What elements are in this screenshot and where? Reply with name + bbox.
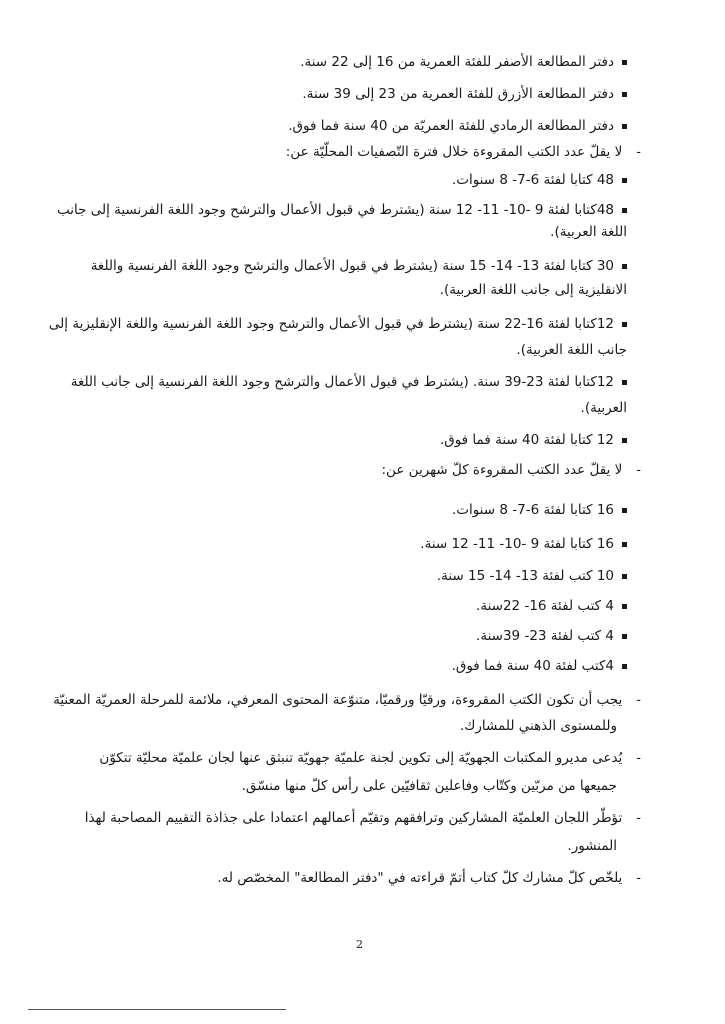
list-item: 4 كتب لفئة 16- 22سنة. <box>476 596 627 616</box>
square-bullet-icon <box>622 508 627 513</box>
list-item: دفتر المطالعة الأصفر للفئة العمرية من 16 إلى 22 سنة. <box>300 52 627 72</box>
paragraph: -يجب أن تكون الكتب المقروءة، ورقيّا ورقميّا، متنوّعة المحتوى المعرفي، ملائمة للمرحلة العمريّة المعنيّة <box>53 690 641 711</box>
list-item: 4كتب لفئة 40 سنة فما فوق. <box>452 656 627 676</box>
square-bullet-icon <box>622 604 627 609</box>
list-item: 12كتابا لفئة 23-39 سنة. (يشترط في قبول الأعمال والترشح وجود اللغة الفرنسية إلى جانب اللغة <box>71 372 627 392</box>
square-bullet-icon <box>622 264 627 269</box>
list-item: 16 كتابا لفئة 9 -10- 11- 12 سنة. <box>420 534 627 554</box>
square-bullet-icon <box>622 60 627 65</box>
list-item-continuation: جانب اللغة العربية). <box>516 342 627 358</box>
list-item: دفتر المطالعة الأزرق للفئة العمرية من 23 إلى 39 سنة. <box>302 84 627 104</box>
list-item: 48 كتابا لفئة 6-7- 8 سنوات. <box>452 170 627 190</box>
dash-bullet-icon: - <box>636 693 641 708</box>
page-number: 2 <box>356 938 363 951</box>
list-item: 4 كتب لفئة 23- 39سنة. <box>476 626 627 646</box>
paragraph: -يُدعى مديرو المكتبات الجهويّة إلى تكوين لجنة علميّة جهويّة تنبثق عنها لجان علميّة محليّة تتكوّن <box>99 748 641 769</box>
square-bullet-icon <box>622 124 627 129</box>
dash-bullet-icon: - <box>636 811 641 826</box>
paragraph-continuation: وللمستوى الذهني للمشارك. <box>459 718 617 734</box>
square-bullet-icon <box>622 664 627 669</box>
paragraph-continuation: جميعها من مربّين وكتّاب وفاعلين ثقافيّين على رأس كلّ منها منسّق. <box>241 778 617 794</box>
square-bullet-icon <box>622 92 627 97</box>
paragraph: -يلخّص كلّ مشارك كلّ كتاب أتمّ قراءته في "دفتر المطالعة" المخصّص له. <box>217 868 641 889</box>
square-bullet-icon <box>622 380 627 385</box>
square-bullet-icon <box>622 322 627 327</box>
square-bullet-icon <box>622 178 627 183</box>
list-item: 48كتابا لفئة 9 -10- 11- 12 سنة (يشترط في قبول الأعمال والترشح وجود اللغة الفرنسية إلى جانب <box>57 200 627 220</box>
dash-bullet-icon: - <box>636 751 641 766</box>
paragraph-continuation: المنشور. <box>567 838 617 854</box>
dash-bullet-icon: - <box>636 871 641 886</box>
dash-bullet-icon: - <box>636 145 641 160</box>
paragraph: -لا يقلّ عدد الكتب المقروءة خلال فترة التّصفيات المحلّيّة عن: <box>286 142 641 163</box>
dash-bullet-icon: - <box>636 463 641 478</box>
square-bullet-icon <box>622 542 627 547</box>
list-item: 16 كتابا لفئة 6-7- 8 سنوات. <box>452 500 627 520</box>
paragraph: -لا يقلّ عدد الكتب المقروءة كلّ شهرين عن: <box>382 460 642 481</box>
list-item: 30 كتابا لفئة 13- 14- 15 سنة (يشترط في قبول الأعمال والترشح وجود اللغة الفرنسية واللغة <box>91 256 627 276</box>
list-item: 12كتابا لفئة 16-22 سنة (يشترط في قبول الأعمال والترشح وجود اللغة الفرنسية واللغة الإنقليزية إلى <box>49 314 627 334</box>
square-bullet-icon <box>622 208 627 213</box>
list-item-continuation: العربية). <box>580 400 627 416</box>
list-item: 10 كتب لفئة 13- 14- 15 سنة. <box>437 566 627 586</box>
list-item: 12 كتابا لفئة 40 سنة فما فوق. <box>440 430 627 450</box>
square-bullet-icon <box>622 574 627 579</box>
square-bullet-icon <box>622 438 627 443</box>
paragraph: -تؤطّر اللجان العلميّة المشاركين وترافقهم وتقيّم أعمالهم اعتمادا على جذاذة التقييم المصاحبة لهذا <box>85 808 641 829</box>
square-bullet-icon <box>622 634 627 639</box>
footer-divider <box>28 1009 286 1010</box>
list-item-continuation: اللغة العربية). <box>550 224 627 240</box>
list-item: دفتر المطالعة الرمادي للفئة العمريّة من 40 سنة فما فوق. <box>288 116 627 136</box>
list-item-continuation: الانقليزية إلى جانب اللغة العربية). <box>439 282 627 298</box>
